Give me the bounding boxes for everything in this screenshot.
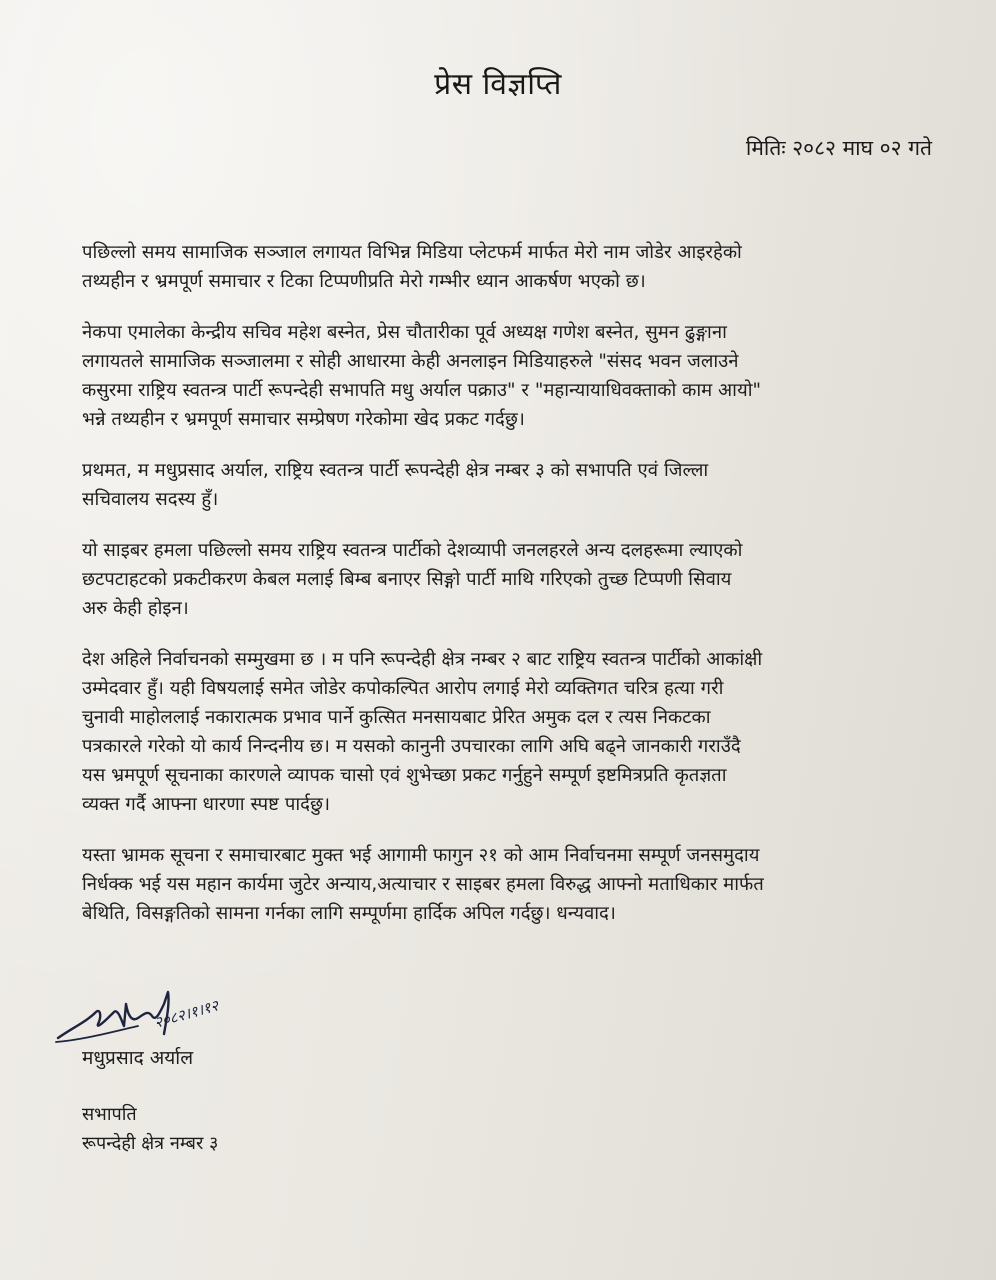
paragraph-6: [82, 841, 940, 928]
text-line: उम्मेदवार हुँ। यही विषयलाई समेत जोडेर कपोकल्पित आरोप लगाई मेरो व्यक्तिगत चरित्र हत्या गरी: [82, 678, 724, 699]
signature-date: २०८२।१।१२: [152, 996, 221, 1032]
text-line: भन्ने तथ्यहीन र भ्रमपूर्ण समाचार सम्प्रेषण गरेकोमा खेद प्रकट गर्दछु।: [82, 409, 525, 430]
text-line: अरु केही होइन।: [82, 598, 189, 619]
text-line: यो साइबर हमला पछिल्लो समय राष्ट्रिय स्वतन्त्र पार्टीको देशव्यापी जनलहरले अन्य दलहरूमा ल्याएको: [82, 540, 743, 561]
text-line: व्यक्त गर्दै आफ्ना धारणा स्पष्ट पार्दछु।: [82, 794, 330, 815]
text-line: देश अहिले निर्वाचनको सम्मुखमा छ । म पनि रूपन्देही क्षेत्र नम्बर २ बाट राष्ट्रिय स्वतन्त्र पार्टीको आकांक्षी: [82, 649, 763, 670]
text-line: सचिवालय सदस्य हुँ।: [82, 489, 219, 510]
text-line: चुनावी माहोललाई नकारात्मक प्रभाव पार्ने कुत्सित मनसायबाट प्रेरित अमुक दल र त्यस निकटका: [82, 707, 711, 728]
text-line: निर्धक्क भई यस महान कार्यमा जुटेर अन्याय,अत्याचार र साइबर हमला विरुद्ध आफ्नो मताधिकार मार्फत: [82, 874, 764, 895]
text-line: कसुरमा राष्ट्रिय स्वतन्त्र पार्टी रूपन्देही सभापति मधु अर्याल पक्राउ" र "महान्यायाधिवक्ताको काम आयो": [82, 380, 761, 401]
paragraph-3: [82, 456, 940, 514]
document-title: प्रेस विज्ञप्ति: [434, 67, 562, 102]
text-line: पछिल्लो समय सामाजिक सञ्जाल लगायत विभिन्न मिडिया प्लेटफर्म मार्फत मेरो नाम जोडेर आइरहेको: [82, 242, 742, 263]
text-line: नेकपा एमालेका केन्द्रीय सचिव महेश बस्नेत, प्रेस चौतारीका पूर्व अध्यक्ष गणेश बस्नेत, सुमन ढुङ्गाना: [82, 322, 727, 343]
text-line: यस्ता भ्रामक सूचना र समाचारबाट मुक्त भई आगामी फागुन २१ को आम निर्वाचनमा सम्पूर्ण जनसमुदाय: [82, 845, 760, 866]
signatory-position: सभापति: [82, 1104, 137, 1125]
text-line: पत्रकारले गरेको यो कार्य निन्दनीय छ। म यसको कानुनी उपचारका लागि अघि बढ्ने जानकारी गराउँदै: [82, 736, 741, 757]
text-line: बेथिति, विसङ्गतिको सामना गर्नका लागि सम्पूर्णमा हार्दिक अपिल गर्दछु। धन्यवाद।: [82, 903, 616, 924]
paragraph-5: [82, 645, 940, 819]
handwritten-signature: [52, 982, 292, 1052]
text-line: छटपटाहटको प्रकटीकरण केबल मलाई बिम्ब बनाएर सिङ्गो पार्टी माथि गरिएको तुच्छ टिप्पणी सिवाय: [82, 569, 732, 590]
text-line: लगायतले सामाजिक सञ्जालमा र सोही आधारमा केही अनलाइन मिडियाहरुले "संसद भवन जलाउने: [82, 351, 739, 372]
document-date: मितिः २०८२ माघ ०२ गते: [745, 136, 932, 160]
text-line: यस भ्रमपूर्ण सूचनाका कारणले व्यापक चासो एवं शुभेच्छा प्रकट गर्नुहुने सम्पूर्ण इष्टमित्रप्रति कृतज्ञता: [82, 765, 727, 786]
text-line: प्रथमत, म मधुप्रसाद अर्याल, राष्ट्रिय स्वतन्त्र पार्टी रूपन्देही क्षेत्र नम्बर ३ को सभापति एवं जिल्ला: [82, 460, 709, 481]
text-line: तथ्यहीन र भ्रमपूर्ण समाचार र टिका टिप्पणीप्रति मेरो गम्भीर ध्यान आकर्षण भएको छ।: [82, 271, 646, 292]
signatory-constituency: रूपन्देही क्षेत्र नम्बर ३: [82, 1133, 219, 1154]
letter-body: [82, 238, 940, 950]
paragraph-1: [82, 238, 940, 296]
paragraph-2: [82, 318, 940, 434]
signatory-details: [82, 1100, 218, 1158]
signatory-name: मधुप्रसाद अर्याल: [82, 1047, 194, 1069]
paragraph-4: [82, 536, 940, 623]
